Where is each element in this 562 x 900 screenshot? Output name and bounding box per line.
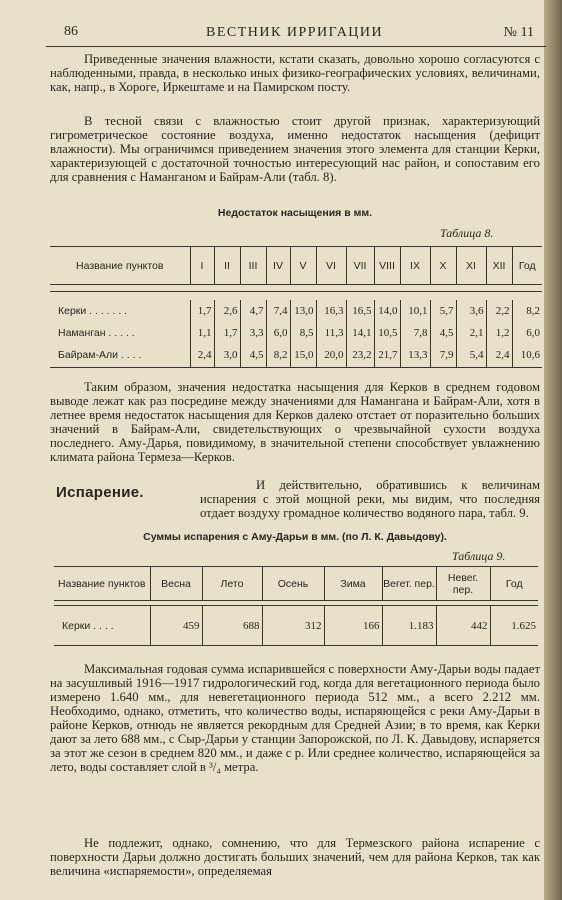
table8-header: XII: [486, 247, 512, 285]
table8-header: VII: [346, 247, 374, 285]
cell: 2,4: [190, 344, 214, 368]
cell: 4,5: [430, 322, 456, 344]
table8-header: IX: [400, 247, 430, 285]
table9-header: Зима: [324, 567, 382, 601]
table9-header: Невег. пер.: [436, 567, 490, 601]
cell: 8,2: [266, 344, 290, 368]
table-row: [50, 322, 542, 344]
row-name: Керки . . . . . . .: [58, 304, 128, 317]
table8-header: I: [190, 247, 214, 285]
cell: 459: [150, 606, 202, 646]
cell: 2,1: [456, 322, 486, 344]
cell: 1.625: [490, 606, 538, 646]
paragraph-1: Приведенные значения влажности, кстати сказать, довольно хорошо согласуются с наблюденными, правда, в несколько иных физико-географических условиях, величинами, как, напр., в Хороге, Иркештаме и на Памирском посту.: [50, 52, 540, 94]
table-row: [50, 300, 542, 322]
cell: 3,0: [214, 344, 240, 368]
table9-header-name: Название пунктов: [54, 567, 150, 601]
table8-header-year: Год: [512, 247, 542, 285]
table8-header: X: [430, 247, 456, 285]
cell: 166: [324, 606, 382, 646]
cell: 5,4: [456, 344, 486, 368]
cell: 1,7: [190, 300, 214, 322]
paragraph-4-text: И действительно, обратившись к величинам испарения с этой мощной реки, мы видим, что последняя отдает воздуху громадное количество водяного пара, табл. 9.: [200, 478, 540, 520]
table8-label: Таблица 8.: [440, 226, 494, 240]
cell: 4,5: [240, 344, 266, 368]
table8-header: V: [290, 247, 316, 285]
paragraph-4-part-1: [200, 478, 540, 520]
table9: [54, 566, 538, 646]
page-number: 86: [64, 24, 78, 39]
cell: 10,1: [400, 300, 430, 322]
table9-header: Весна: [150, 567, 202, 601]
cell: 21,7: [374, 344, 400, 368]
cell: 688: [202, 606, 262, 646]
paragraph-6: Не подлежит, однако, сомнению, что для Термезского района испарение с поверхности Дарьи должно достигать больших значений, чем для района Керков, так как величина «испаряемости», определяемая: [50, 836, 540, 878]
cell: 13,0: [290, 300, 316, 322]
table8-header: III: [240, 247, 266, 285]
cell: 13,3: [400, 344, 430, 368]
section-heading-evaporation: Испарение.: [56, 484, 144, 501]
cell: 2,6: [214, 300, 240, 322]
row-name: Байрам-Али . . . .: [50, 344, 190, 368]
cell: 3,6: [456, 300, 486, 322]
table8-caption: Недостаток насыщения в мм.: [217, 207, 373, 219]
table8-header: II: [214, 247, 240, 285]
page-header: [46, 24, 546, 47]
cell: 1.183: [382, 606, 436, 646]
cell: 23,2: [346, 344, 374, 368]
cell: 442: [436, 606, 490, 646]
table9-header: Осень: [262, 567, 324, 601]
cell: 10,5: [374, 322, 400, 344]
cell: 4,7: [240, 300, 266, 322]
table-row: [54, 606, 538, 646]
table9-label: Таблица 9.: [452, 549, 506, 563]
cell: 11,3: [316, 322, 346, 344]
cell: 7,8: [400, 322, 430, 344]
table9-caption: Суммы испарения с Аму-Дарьи в мм. (по Л. К. Давыдову).: [143, 531, 447, 543]
cell: 5,7: [430, 300, 456, 322]
issue-number: № 11: [503, 25, 534, 40]
cell: 10,6: [512, 344, 542, 368]
cell: 14,0: [374, 300, 400, 322]
cell: 7,4: [266, 300, 290, 322]
table8-header-name: Название пунктов: [50, 247, 190, 285]
table9-header: Вегет. пер.: [382, 567, 436, 601]
journal-title: ВЕСТНИК ИРРИГАЦИИ: [206, 25, 384, 40]
cell: 1,1: [190, 322, 214, 344]
row-name: Керки . . . .: [54, 606, 150, 646]
cell: 20,0: [316, 344, 346, 368]
paragraph-2: В тесной связи с влажностью стоит другой признак, характеризующий гигрометрическое состояние воздуха, именно недостаток насыщения (дефицит влажности). Мы ограничимся приведением значения этого элемента для станции Керки, характеризующей с достаточной точностью интересующий нас район, и сопоставим его для сравнения с Наманганом и Байрам-Али (табл. 8).: [50, 114, 540, 184]
cell: 2,2: [486, 300, 512, 322]
cell: 2,4: [486, 344, 512, 368]
cell: 7,9: [430, 344, 456, 368]
cell: 1,7: [214, 322, 240, 344]
table8-header: IV: [266, 247, 290, 285]
cell: 1,2: [486, 322, 512, 344]
cell: 8,5: [290, 322, 316, 344]
page-edge: [544, 0, 562, 900]
table8: [50, 246, 542, 368]
table9-header: Лето: [202, 567, 262, 601]
cell: 14,1: [346, 322, 374, 344]
paragraph-5: Максимальная годовая сумма испарившейся с поверхности Аму-Дарьи воды падает на засушливый 1916—1917 гидрологический год, когда для вегетационного периода было измерено 1.640 мм., для невегетационного периода 512 мм., а всего 2.212 мм. Необходимо, однако, отметить, что количество воды, испаряющейся с реки Аму-Дарьи в районе Керков, отнюдь не является рекордным для Средней Азии; в то время, как Керки дают за лето 688 мм., с Сыр-Дарьи у станции Запорожской, по Л. К. Давыдову, испаряется за этот же сезон в среднем 820 мм., и даже с р. Или среднее количество, испаряющейся за лето, воды составляет слой в ³/₄ метра.: [50, 662, 540, 774]
table-row: [50, 344, 542, 368]
table8-header: VIII: [374, 247, 400, 285]
table8-header: XI: [456, 247, 486, 285]
cell: 16,3: [316, 300, 346, 322]
row-name: Наманган . . . . .: [58, 326, 135, 339]
paragraph-3: Таким образом, значения недостатка насыщения для Керков в среднем годовом выводе лежат как раз посредине между значениями для Намангана и Байрам-Али, хотя в летнее время недостаток насыщения для Керков далеко отстает от поразительно больших значений в Байрам-Али, свидетельствующих о чрезвычайной сухости воздуха последнего. Аму-Дарья, повидимому, в значительной степени способствует увлажнению климата района Термеза—Керков.: [50, 380, 540, 464]
cell: 8,2: [512, 300, 542, 322]
cell: 16,5: [346, 300, 374, 322]
table9-header-year: Год: [490, 567, 538, 601]
cell: 15,0: [290, 344, 316, 368]
table8-header: VI: [316, 247, 346, 285]
cell: 6,0: [266, 322, 290, 344]
cell: 6,0: [512, 322, 542, 344]
cell: 3,3: [240, 322, 266, 344]
cell: 312: [262, 606, 324, 646]
